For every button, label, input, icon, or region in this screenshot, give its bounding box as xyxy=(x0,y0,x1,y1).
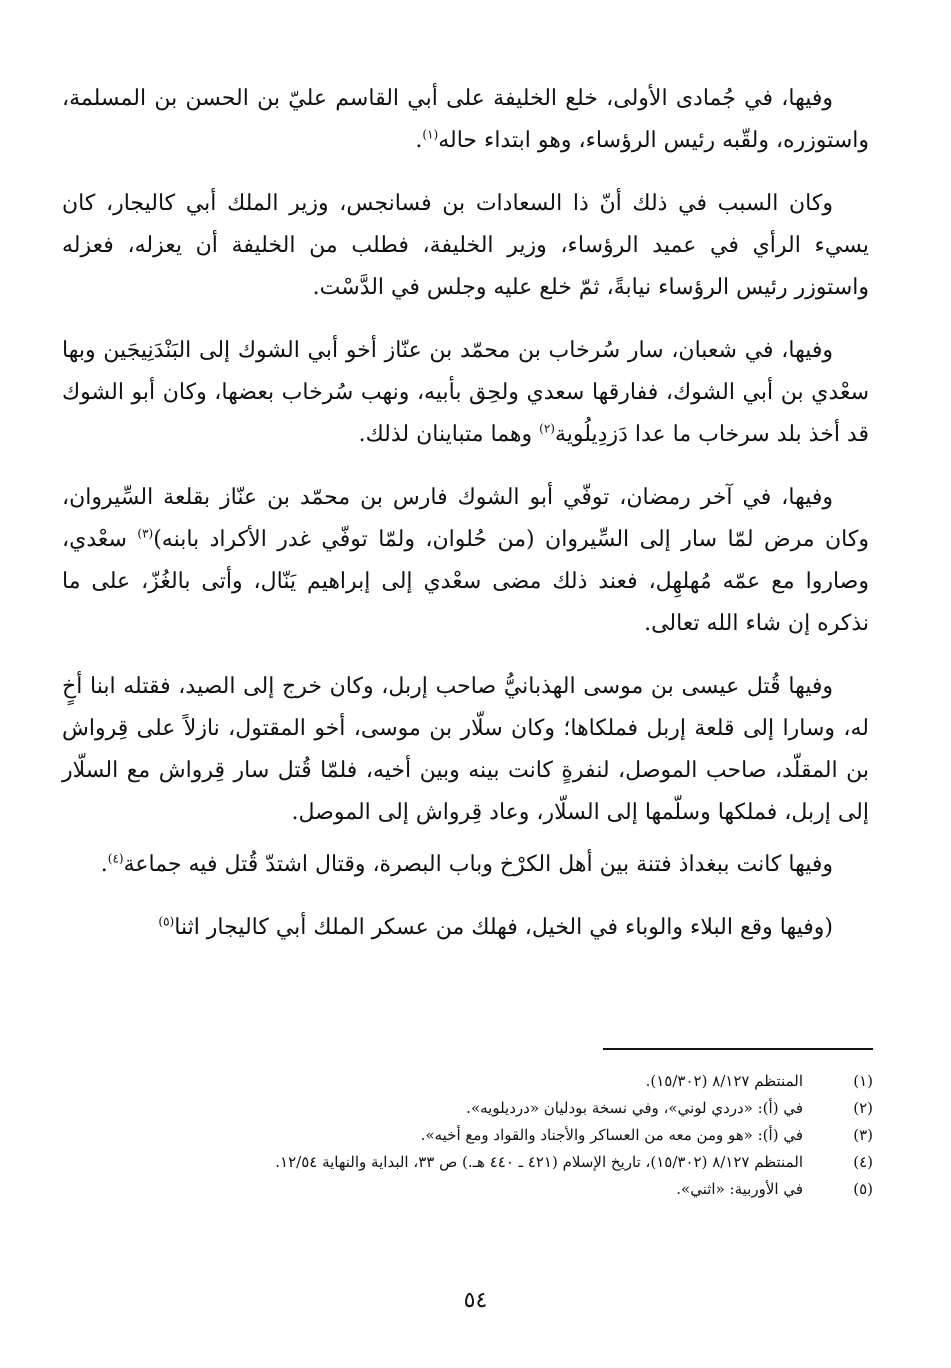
main-text xyxy=(62,78,869,970)
footnote-text: المنتظم ٨/١٢٧ (١٥/٣٠٢). xyxy=(645,1072,803,1090)
paragraph-tail: سعْدي، وصاروا مع عمّه مُهلهِل، فعند ذلك مضى سعْدي إلى إبراهيم يَنّال، وأتى بالغُزّ، على ما نذكره إن شاء الله تعالى. xyxy=(62,527,869,636)
paragraph xyxy=(62,844,869,886)
paragraph xyxy=(62,907,869,949)
footnote-marker: (٢) xyxy=(539,421,555,436)
footnote-item xyxy=(70,1122,873,1149)
paragraph-text: وفيها، في شعبان، سار سُرخاب بن محمّد بن عنّاز أخو أبي الشوك إلى البَنْدَنِيجَين وبها سعْدي بن أبي الشوك، ففارقها سعدي ولحِق بأبيه، ونهب سُرخاب بعضها، وكان أبو الشوك قد أخذ بلد سرخاب ما عدا دَزدِيلُوية xyxy=(62,338,869,447)
footnote-divider xyxy=(603,1048,873,1050)
paragraph-text: وفيها قُتل عيسى بن موسى الهذبانيُّ صاحب إربل، وكان خرج إلى الصيد، فقتله ابنا أخٍ له، وسارا إلى قلعة إربل فملكاها؛ وكان سلّار بن موسى، أخو المقتول، نازلاً على قِرواش بن المقلّد، صاحب الموصل، لنفرةٍ كانت بينه وبين أخيه، فلمّا قُتل سار قِرواش مع السلّار إلى إربل، فملكها وسلّمها إلى السلّار، وعاد قِرواش إلى الموصل. xyxy=(62,674,869,825)
paragraph xyxy=(62,477,869,645)
paragraph-tail: وهما متباينان لذلك. xyxy=(358,422,540,447)
paragraph-text: وفيها، في آخر رمضان، توفّي أبو الشوك فارس بن محمّد بن عنّاز بقلعة السِّيروان، وكان مرض لمّا سار إلى السِّيروان (من حُلوان، ولمّا توفّي غدر الأكراد بابنه) xyxy=(62,485,869,552)
footnote-text: في (أ): «دردي لوني»، وفي نسخة بودليان «درديلويه». xyxy=(466,1099,803,1117)
paragraph xyxy=(62,183,869,309)
paragraph xyxy=(62,666,869,834)
paragraph-text: وفيها، في جُمادى الأولى، خلع الخليفة على أبي القاسم عليّ بن الحسن بن المسلمة، واستوزره، ولقّبه رئيس الرؤساء، وهو ابتداء حاله xyxy=(62,86,869,153)
footnote-number: (٢) xyxy=(853,1099,873,1117)
page-number: ٥٤ xyxy=(463,1288,488,1313)
footnote-item xyxy=(70,1095,873,1122)
paragraph-text: (وفيها وقع البلاء والوباء في الخيل، فهلك من عسكر الملك أبي كاليجار اثنا xyxy=(174,915,833,940)
paragraph xyxy=(62,330,869,456)
footnotes xyxy=(70,1068,873,1203)
footnote-text: المنتظم ٨/١٢٧ (١٥/٣٠٢)، تاريخ الإسلام (٤٢١ ـ ٤٤٠ هـ.) ص ٣٣، البداية والنهاية ١٢/٥٤. xyxy=(275,1153,803,1171)
footnote-text: في (أ): «هو ومن معه من العساكر والأجناد والقواد ومع أخيه». xyxy=(420,1126,803,1144)
footnote-item xyxy=(70,1176,873,1203)
paragraph-tail: . xyxy=(415,128,423,153)
footnote-item xyxy=(70,1068,873,1095)
footnote-number: (٥) xyxy=(853,1180,873,1198)
footnote-number: (١) xyxy=(853,1072,873,1090)
paragraph-text: وكان السبب في ذلك أنّ ذا السعادات بن فسانجس، وزير الملك أبي كاليجار، كان يسيء الرأي في عميد الرؤساء، وزير الخليفة، فطلب من الخليفة أن يعزله، فعزله واستوزر رئيس الرؤساء نيابةً، ثمّ خلع عليه وجلس في الدَّسْت. xyxy=(62,191,869,300)
footnote-item xyxy=(70,1149,873,1176)
paragraph-text: وفيها كانت ببغداذ فتنة بين أهل الكرْخ وباب البصرة، وقتال اشتدّ قُتل فيه جماعة xyxy=(123,852,833,877)
footnote-text: في الأوربية: «اثني». xyxy=(676,1180,803,1198)
paragraph xyxy=(62,78,869,162)
footnote-marker: (٤) xyxy=(107,851,124,866)
footnote-marker: (١) xyxy=(422,127,439,142)
footnote-marker: (٣) xyxy=(137,526,154,541)
footnote-marker: (٥) xyxy=(158,914,175,929)
footnote-number: (٣) xyxy=(853,1126,873,1144)
paragraph-tail: . xyxy=(100,852,108,877)
footnote-number: (٤) xyxy=(853,1153,873,1171)
